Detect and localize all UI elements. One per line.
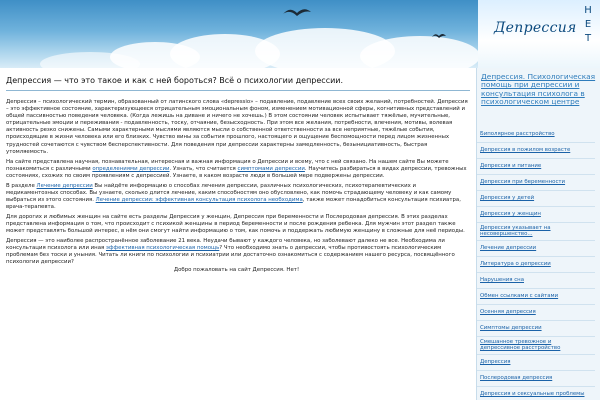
- main-content: [0, 68, 473, 400]
- page-title: Депрессия — что это такое и как с ней бороться? Всё о психологии депрессии.: [6, 76, 344, 85]
- sidebar-heading-link[interactable]: Депрессия. Психологическая помощь при депрессии и консультация психолога в психологическом центре: [481, 72, 596, 107]
- logo-net-vertical: [581, 4, 595, 46]
- psych-help-link[interactable]: эффективная психологическая помощь: [105, 245, 220, 252]
- sidebar-item-literature[interactable]: Литература о депрессии: [477, 257, 595, 273]
- sidebar-item-depression[interactable]: Депрессия: [477, 355, 595, 371]
- logo-letter: Е: [584, 19, 592, 30]
- paragraph-text: На сайте представлена научная, познавательная, интересная и важная информация о Депрессии и всему, что с ней связано. На нашем сайте Вы можете познакомиться с различными: [6, 159, 449, 173]
- sidebar-item-bipolar[interactable]: Биполярное расстройство: [477, 126, 595, 143]
- seagull-icon: [432, 32, 446, 39]
- sidebar-item-imperfection[interactable]: Депрессия указывает на несовершенство...: [477, 223, 595, 241]
- title-divider: [6, 90, 470, 91]
- treatment-paragraph: [6, 183, 470, 211]
- consultation-link[interactable]: Лечение депрессии: эффективная консультация психолога необходима: [95, 197, 303, 204]
- welcome-text: Добро пожаловать на сайт Депрессия. Нет!: [173, 267, 300, 273]
- sidebar-item-children[interactable]: Депрессия у детей: [477, 191, 595, 207]
- info-paragraph: [6, 159, 470, 180]
- paragraph-text: ? Что необходимо знать о депрессии, чтобы противостоять психологическим проблемам без тоски и уныния. Читать ли книги по психологии и психиатрии или достаточно ознакомиться с содержанием нашего ресурса, посвящённого психологии депрессии?: [6, 245, 455, 266]
- seagull-icon: [283, 6, 311, 18]
- sidebar-item-women[interactable]: Депрессия у женщин: [477, 207, 595, 223]
- sidebar-item-sleep[interactable]: Нарушения сна: [477, 273, 595, 289]
- cloud-shape: [360, 36, 480, 68]
- paragraph-text: Вы найдёте информацию о способах лечения депрессии, различных психологических, психотерапевтических и медикаментозных способах. Вы узнаете, сколько длится лечение, каким способностям оно обусловлено, как помочь страдающему человеку и как самому выбраться из этого состояния.: [6, 183, 452, 204]
- paragraph-text: В разделе: [6, 183, 37, 189]
- sidebar: [476, 68, 600, 400]
- sidebar-item-nutrition[interactable]: Депрессия и питание: [477, 159, 595, 175]
- logo-letter: Н: [584, 5, 592, 16]
- sidebar-item-elderly[interactable]: Депрессия в пожилом возрасте: [477, 143, 595, 159]
- sidebar-item-sexual-problems[interactable]: Депрессия и сексуальные проблемы: [477, 387, 595, 400]
- paragraph-text: . Узнать, что считается: [169, 166, 238, 173]
- women-paragraph: Для дорогих и любимых женщин на сайте есть разделы Депрессия у женщин, Депрессия при беременности и Послеродовая депрессия. В этих разделах представлена информация о том, что происходит с психикой женщины в период беременности и после рождения ребенка. Для мужчин этот раздел также может представлять большой интерес, в нём они смогут найти информацию о том, как помочь и поддержать любимую женщину в сложные для неё периоды.: [6, 214, 465, 235]
- summary-paragraph: [6, 238, 470, 266]
- sidebar-item-pregnancy[interactable]: Депрессия при беременности: [477, 175, 595, 191]
- definitions-link[interactable]: определениями депрессии: [92, 166, 170, 173]
- sidebar-item-autumn[interactable]: Осенняя депрессия: [477, 305, 595, 321]
- intro-paragraph: Депрессия – психологический термин, образованный от латинского слова «depressio» – подавление, подавление всех своих желаний, потребностей. Депрессия – это эффективное состояние, характеризующееся отрицательным эмоциональным фоном, изменением мотивационной сферы, когнитивных представлений и общей пассивностью поведения человека. (Когда лежишь на диване и ничего не хочешь.) В этом состоянии человек испытывает тяжёлые, мучительные, отрицательные эмоции и переживания - подавленность, тоску, отчаяние, безысходность. При этом все желания, потребности, влечения, мотивы, волевая активность резко снижены. Самыми характерными мыслями являются мысли о собственной ответственности за все неприятные, тяжёлые события, происходящие в жизни человека или его близких. Чувство вины за события прошлого, настоящего и ощущение беспомощности перед лицом жизненных трудностей сочетаются с чувством бесперспективности. Для поведения при депрессии характерны замедленность, безынициативность, быстрая утомляемость.: [6, 99, 468, 155]
- site-logo[interactable]: Депрессия: [494, 20, 577, 36]
- paragraph-text: , также может понадобиться консультация психиатра, врача-терапевта.: [6, 197, 461, 211]
- sidebar-item-symptoms[interactable]: Симптомы депрессии: [477, 321, 595, 337]
- symptoms-link[interactable]: симптомами депрессии: [237, 166, 305, 173]
- sidebar-menu: [477, 126, 600, 400]
- sidebar-item-treatment[interactable]: Лечение депрессии: [477, 241, 595, 257]
- header-banner: [0, 0, 600, 68]
- paragraph-text: . Научитесь разбираться в видах депрессии, тревожных состояниях, схожих по своим проявлениям с депрессией. Узнаете, в каком возрасте люди в большей мере подвержены депрессии.: [6, 166, 467, 180]
- paragraph-text: Депрессия — это наиболее распространённое заболевание 21 века. Неудачи бывают у каждого человека, но заболевают далеко не все. Необходима ли консультация психолога или иная: [6, 238, 445, 252]
- sidebar-item-mixed-disorder[interactable]: Смешанное тревожное и депрессивное расстройство: [477, 337, 595, 355]
- treatment-link[interactable]: Лечение депрессии: [36, 183, 93, 189]
- sidebar-item-postpartum[interactable]: Послеродовая депрессия: [477, 371, 595, 387]
- sidebar-item-link-exchange[interactable]: Обмен ссылками с сайтами: [477, 289, 595, 305]
- logo-letter: Т: [584, 33, 592, 44]
